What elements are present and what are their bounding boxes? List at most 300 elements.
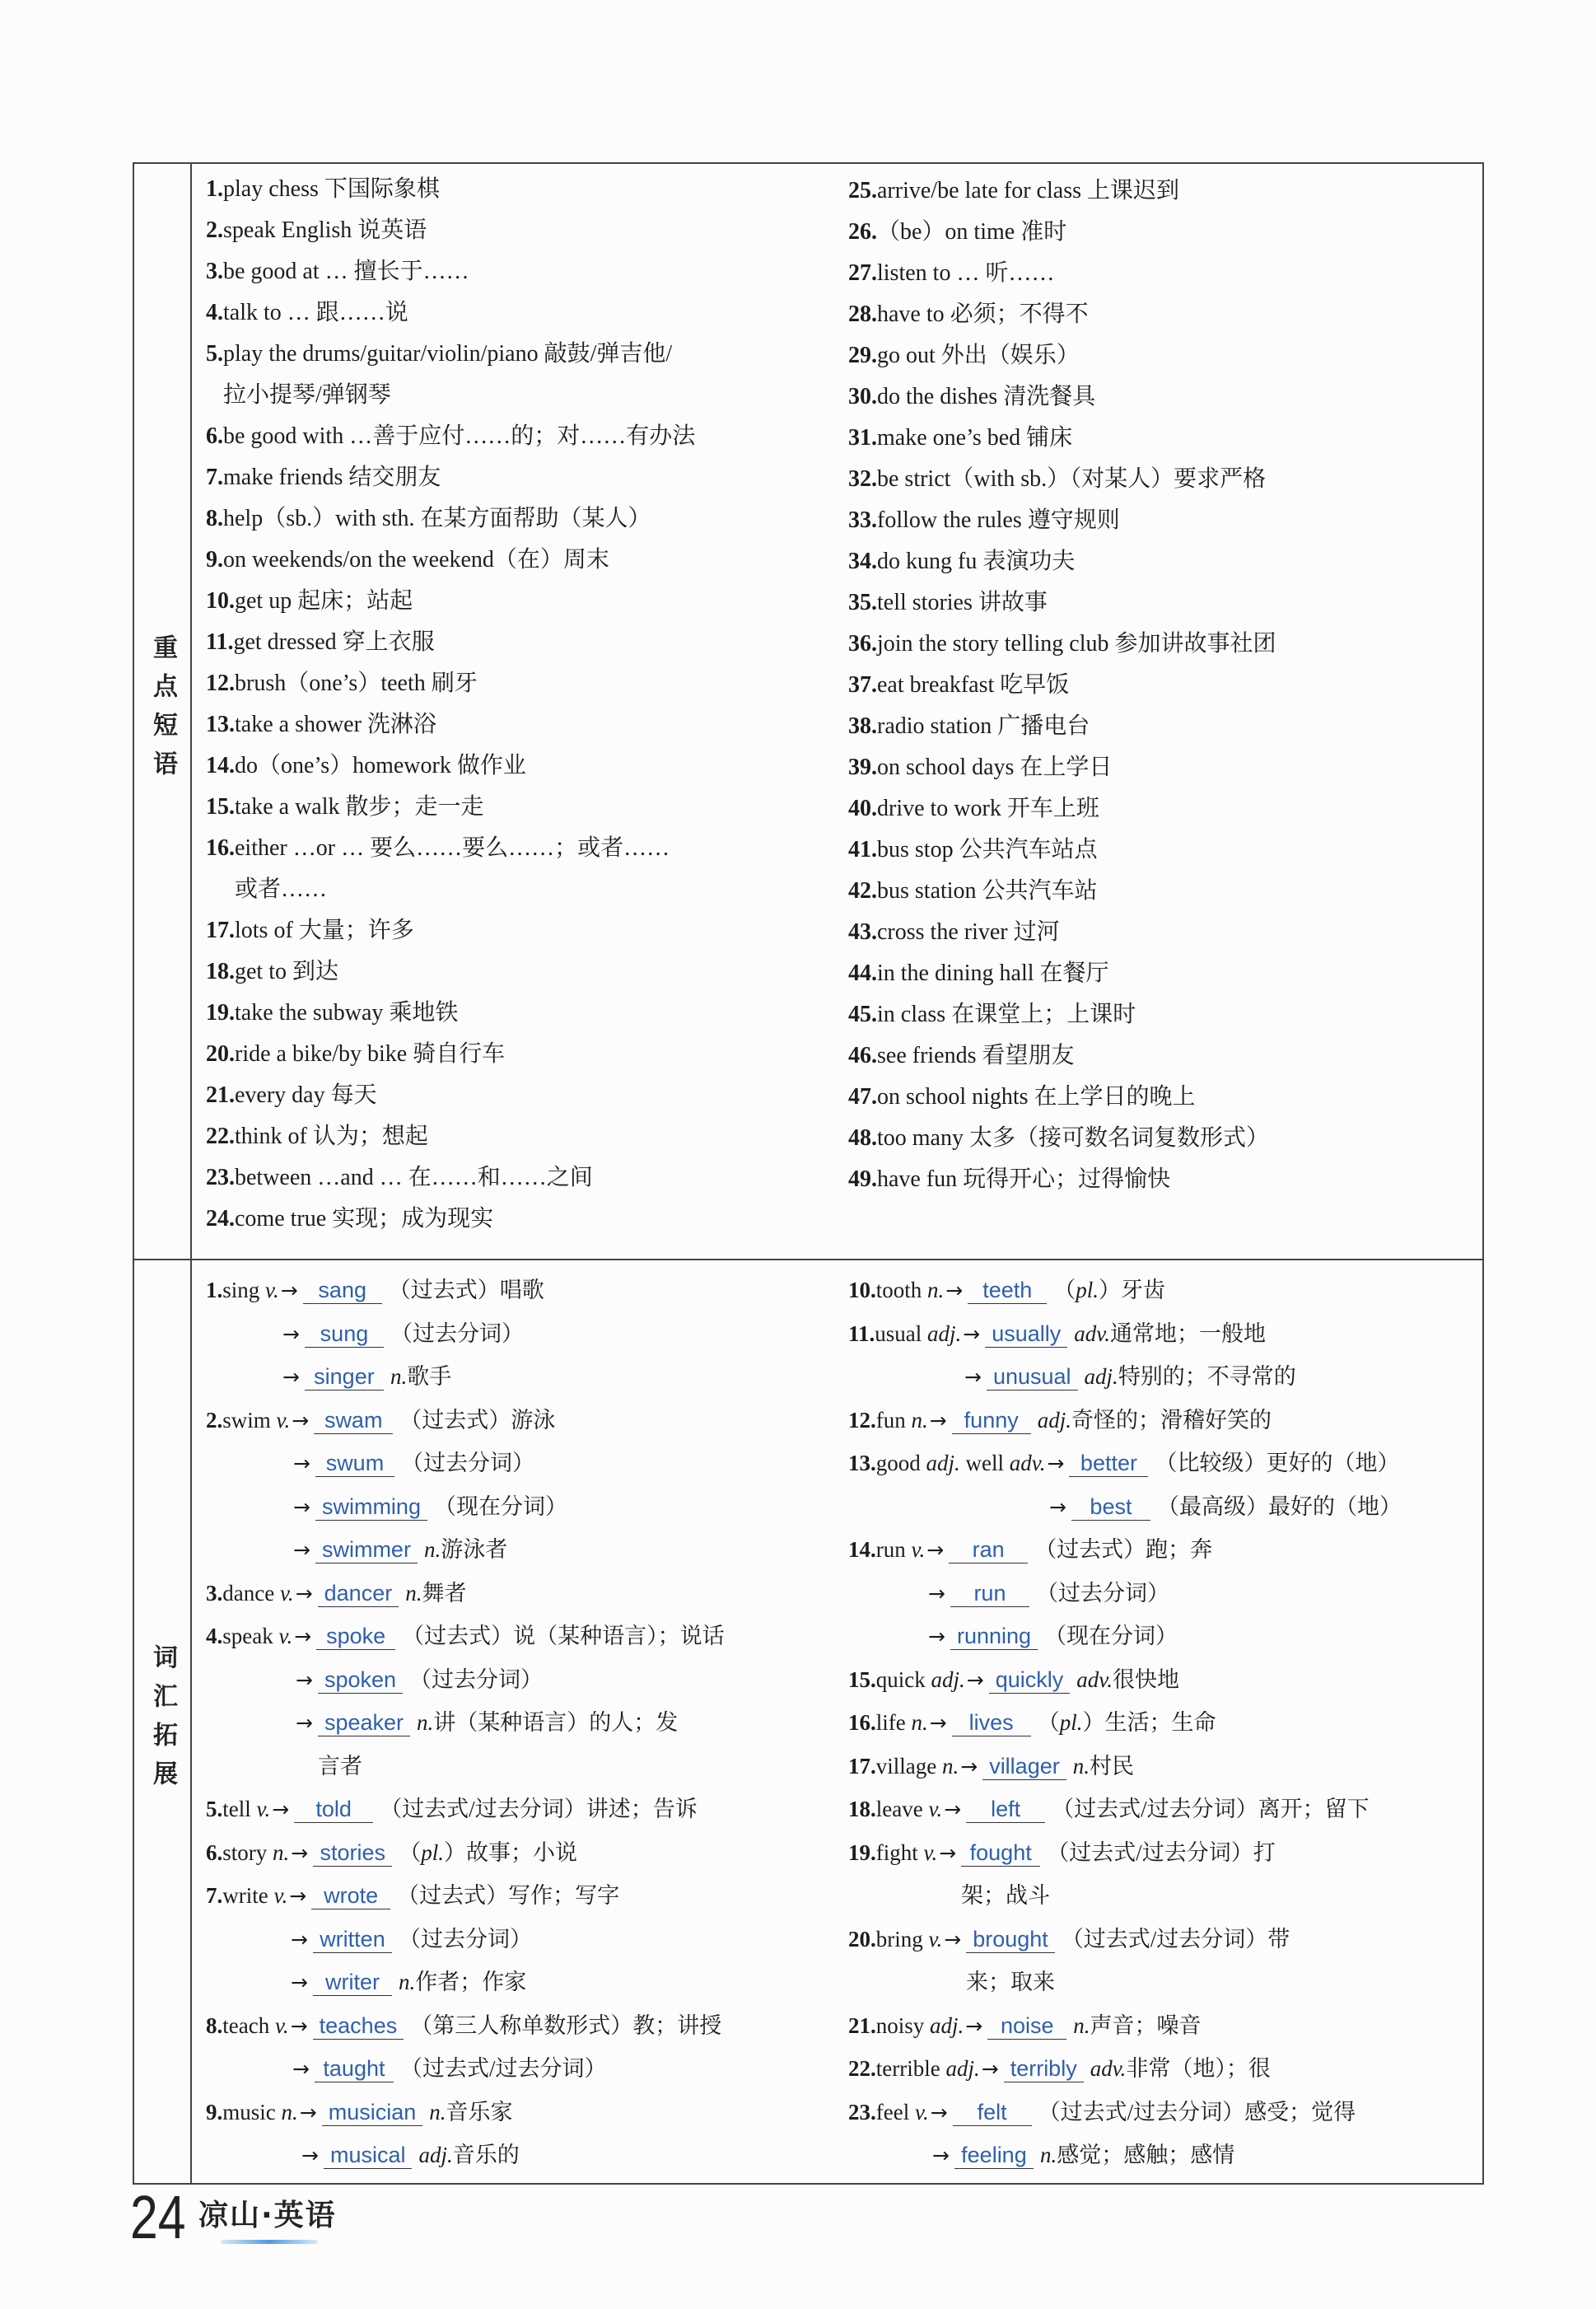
arrow-icon: →	[293, 1494, 310, 1519]
vocab-entry	[848, 1269, 1482, 1312]
entry-number: 19.	[848, 1839, 876, 1865]
answer-blank: taught	[315, 2055, 394, 2082]
phrase-text: too many 太多（接可数名词复数形式）	[877, 1125, 1269, 1151]
phrase-text: get dressed 穿上衣服	[233, 629, 435, 655]
title-underline-decoration	[221, 2240, 318, 2244]
vocab-text: （过去分词）	[409, 1666, 544, 1692]
part-of-speech: v.	[274, 2012, 289, 2038]
part-of-speech: adv.	[1076, 1666, 1113, 1692]
phrase-item	[206, 663, 840, 704]
phrase-item	[848, 788, 1482, 830]
phrase-text: ride a bike/by bike 骑自行车	[235, 1041, 506, 1067]
phrase-text-continued: 拉小提琴/弹钢琴	[223, 382, 391, 408]
item-number: 30.	[848, 384, 877, 409]
answer-blank: unusual	[987, 1363, 1078, 1391]
entry-number: 2.	[206, 1407, 223, 1433]
vocab-text: village	[875, 1753, 942, 1778]
vocab-entry	[206, 1788, 840, 1831]
arrow-icon: →	[289, 1884, 307, 1908]
phrase-text: take a walk 散步；走一走	[235, 794, 484, 820]
phrase-item	[848, 953, 1482, 994]
entry-number: 8.	[206, 2012, 223, 2038]
part-of-speech: pl.	[421, 1839, 444, 1865]
vocab-text: feel	[875, 2099, 915, 2124]
vocab-text: 游泳者	[441, 1537, 508, 1562]
phrase-text: tell stories 讲故事	[877, 590, 1048, 615]
arrow-icon: →	[272, 1797, 290, 1821]
item-number: 21.	[206, 1082, 235, 1108]
item-number: 13.	[206, 712, 235, 737]
answer-blank: funny	[952, 1407, 1031, 1434]
answer-blank: terribly	[1004, 2055, 1084, 2082]
part-of-speech: adv.	[1074, 1320, 1111, 1346]
vocab-text: （过去式/过去分词）打	[1047, 1839, 1276, 1865]
vocab-text: （最高级）最好的（地）	[1156, 1493, 1402, 1519]
phrase-item	[848, 212, 1482, 253]
answer-blank: swimming	[315, 1493, 427, 1521]
phrase-text: be good at … 擅长于……	[223, 259, 469, 284]
vocab-text: 架；战斗	[961, 1883, 1050, 1908]
phrase-item	[206, 210, 840, 251]
arrow-icon: →	[296, 1667, 313, 1692]
vocab-entry	[206, 1874, 840, 1918]
phrase-item	[848, 459, 1482, 500]
part-of-speech: n.	[1073, 2012, 1090, 2038]
answer-blank: teaches	[313, 2012, 404, 2040]
vocab-text: （过去分词）	[390, 1320, 524, 1346]
vocab-entry	[848, 2047, 1482, 2091]
vocab-text: run	[875, 1537, 912, 1562]
item-number: 15.	[206, 794, 235, 820]
vocabulary-right-column	[848, 1269, 1482, 2177]
arrow-icon: →	[292, 2057, 310, 2081]
vocab-text: 来；取来	[966, 1970, 1055, 1994]
entry-number: 22.	[848, 2056, 876, 2081]
vocab-entry	[848, 2091, 1482, 2134]
phrase-item	[206, 169, 840, 210]
item-number: 45.	[848, 1002, 877, 1027]
vocab-entry	[848, 2004, 1482, 2048]
phrase-text: have fun 玩得开心；过得愉快	[877, 1166, 1171, 1192]
arrow-icon: →	[932, 2143, 950, 2167]
phrase-item	[848, 1077, 1482, 1118]
answer-blank: better	[1069, 1450, 1148, 1477]
phrase-text: between …and … 在……和……之间	[235, 1165, 593, 1190]
item-number: 29.	[848, 343, 877, 368]
item-number: 24.	[206, 1206, 235, 1232]
arrow-icon: →	[928, 1581, 945, 1606]
vocab-text: 通常地；一般地	[1110, 1320, 1267, 1346]
part-of-speech: adj.	[945, 2056, 980, 2081]
vocab-text: fight	[875, 1839, 924, 1865]
part-of-speech: adv.	[1090, 2056, 1127, 2081]
vocab-text: dance	[222, 1580, 280, 1606]
arrow-icon: →	[930, 2100, 948, 2124]
phrase-text: play chess 下国际象棋	[223, 176, 440, 202]
arrow-icon: →	[960, 1754, 978, 1778]
vocab-text: terrible	[875, 2056, 946, 2081]
arrow-icon: →	[963, 1321, 981, 1346]
section-label-cell-vocabulary	[134, 1260, 190, 2183]
phrase-text: follow the rules 遵守规则	[877, 507, 1120, 533]
vocab-text: write	[222, 1883, 274, 1908]
arrow-icon: →	[944, 1927, 962, 1951]
phrases-left-column	[206, 169, 840, 1240]
item-number: 42.	[848, 878, 877, 904]
answer-blank: singer	[305, 1363, 384, 1391]
part-of-speech: adj.	[931, 1666, 965, 1692]
item-number: 4.	[206, 300, 223, 325]
answer-blank: villager	[982, 1753, 1066, 1780]
phrase-item	[848, 912, 1482, 953]
vocab-derived-form	[848, 1485, 1482, 1529]
item-number: 3.	[206, 259, 223, 284]
vocab-text: usual	[875, 1320, 928, 1346]
answer-blank: teeth	[968, 1277, 1047, 1304]
part-of-speech: n.	[911, 1407, 928, 1433]
vocab-text: 村民	[1089, 1753, 1134, 1778]
part-of-speech: v.	[276, 1407, 291, 1433]
arrow-icon: →	[301, 2143, 319, 2167]
entry-number: 5.	[206, 1797, 223, 1821]
phrase-text: on weekends/on the weekend（在）周末	[223, 547, 609, 573]
answer-blank: spoken	[318, 1666, 403, 1694]
item-number: 35.	[848, 590, 877, 615]
answer-blank: written	[313, 1926, 392, 1953]
answer-blank: swam	[314, 1407, 393, 1434]
answer-blank: dancer	[318, 1580, 399, 1607]
vocab-text: （过去分词）	[1035, 1580, 1169, 1606]
vocab-text: 感觉；感触；感情	[1057, 2143, 1235, 2167]
phrase-text: radio station 广播电台	[877, 713, 1090, 739]
phrase-text: lots of 大量；许多	[235, 918, 414, 943]
phrase-text: take the subway 乘地铁	[235, 1000, 459, 1026]
phrase-text: join the story telling club 参加讲故事社团	[877, 631, 1276, 657]
answer-blank: feeling	[954, 2142, 1034, 2169]
part-of-speech: v.	[914, 2099, 929, 2124]
entry-number: 18.	[848, 1797, 876, 1821]
vocab-entry	[848, 1399, 1482, 1442]
vocab-text: 奇怪的；滑稽好笑的	[1071, 1407, 1272, 1433]
vocab-text: quick	[875, 1666, 931, 1692]
vocab-text: 言者	[318, 1753, 362, 1778]
item-number: 44.	[848, 961, 877, 986]
vocabulary-expansion-label: 词汇拓展	[148, 1644, 177, 1799]
answer-blank: felt	[953, 2099, 1032, 2126]
vocab-text: fun	[875, 1407, 912, 1433]
phrase-text: have to 必须；不得不	[877, 301, 1089, 327]
answer-blank: best	[1071, 1493, 1150, 1521]
phrase-text: think of 认为；想起	[235, 1124, 428, 1149]
arrow-icon: →	[1047, 1451, 1065, 1475]
answer-blank: noise	[987, 2012, 1066, 2040]
item-number: 16.	[206, 835, 235, 861]
vocab-entry	[848, 1788, 1482, 1831]
entry-number: 17.	[848, 1753, 876, 1778]
phrase-item	[848, 1159, 1482, 1200]
arrow-icon: →	[929, 1711, 947, 1735]
item-number: 11.	[206, 629, 234, 655]
vocab-text: music	[222, 2099, 282, 2124]
phrase-item	[848, 294, 1482, 335]
vocab-text: noisy	[875, 2012, 931, 2038]
vocab-derived-form	[848, 1572, 1482, 1615]
part-of-speech: pl.	[1059, 1710, 1083, 1735]
arrow-icon: →	[282, 1321, 300, 1346]
phrase-item	[206, 540, 840, 581]
arrow-icon: →	[944, 1797, 962, 1821]
arrow-icon: →	[293, 1451, 310, 1475]
arrow-icon: →	[929, 1408, 947, 1433]
part-of-speech: n.	[273, 1839, 290, 1865]
vocab-text: ）牙齿	[1098, 1278, 1165, 1302]
phrase-text: in class 在课堂上；上课时	[877, 1002, 1136, 1027]
phrase-text: on school days 在上学日	[877, 755, 1113, 780]
phrase-text: do（one’s）homework 做作业	[235, 753, 526, 778]
part-of-speech: n.	[398, 1970, 416, 1994]
answer-blank: ran	[949, 1536, 1028, 1563]
item-number: 47.	[848, 1084, 877, 1110]
item-number: 32.	[848, 466, 877, 492]
phrase-item	[848, 500, 1482, 541]
vocab-derived-form	[206, 1485, 840, 1529]
vocab-text: good	[875, 1451, 926, 1475]
part-of-speech: n.	[417, 1710, 434, 1735]
vocab-entry	[848, 1442, 1482, 1485]
phrase-item	[206, 704, 840, 746]
answer-blank: speaker	[318, 1709, 410, 1736]
phrase-text: come true 实现；成为现实	[235, 1206, 494, 1232]
part-of-speech: v.	[265, 1278, 279, 1302]
item-number: 20.	[206, 1041, 235, 1067]
phrases-right-column	[848, 171, 1482, 1200]
phrase-item	[206, 292, 840, 334]
phrase-text: play the drums/guitar/violin/piano 敲鼓/弹吉他/	[223, 341, 673, 367]
phrase-item	[206, 787, 840, 828]
phrase-item	[848, 871, 1482, 912]
phrase-item	[848, 1118, 1482, 1159]
vocab-text: 音乐家	[446, 2099, 513, 2124]
part-of-speech: n.	[941, 1753, 959, 1778]
phrase-item	[848, 624, 1482, 665]
item-number: 43.	[848, 919, 877, 945]
phrase-item	[206, 1157, 840, 1199]
part-of-speech: adj.	[930, 2012, 964, 2038]
item-number: 41.	[848, 837, 877, 862]
vocab-text: 讲（某种语言）的人；发	[433, 1710, 679, 1735]
vocab-derived-form	[206, 1442, 840, 1485]
vocab-text: （过去分词）	[400, 1451, 534, 1475]
phrase-item	[206, 622, 840, 663]
answer-blank: swum	[315, 1450, 394, 1477]
vocab-text: （过去式/过去分词）感受；觉得	[1038, 2099, 1356, 2124]
section-label-cell-key-phrases	[134, 164, 190, 1259]
vocab-derived-form	[206, 2047, 840, 2091]
vocab-text: （	[399, 1839, 422, 1865]
item-number: 17.	[206, 918, 235, 943]
phrase-text: in the dining hall 在餐厅	[877, 961, 1109, 986]
phrase-text: take a shower 洗淋浴	[235, 712, 436, 737]
part-of-speech: n.	[429, 2099, 446, 2124]
arrow-icon: →	[292, 1408, 310, 1433]
arrow-icon: →	[280, 1278, 298, 1302]
vocab-text: well	[959, 1451, 1010, 1475]
vocab-text: 非常（地）；很	[1126, 2056, 1271, 2081]
item-number: 37.	[848, 672, 877, 698]
phrase-item	[206, 1034, 840, 1075]
answer-blank: told	[294, 1796, 373, 1823]
phrase-item	[206, 1075, 840, 1116]
arrow-icon: →	[282, 1365, 300, 1389]
arrow-icon: →	[291, 1840, 309, 1865]
phrase-text: eat breakfast 吃早饭	[877, 672, 1070, 698]
phrase-item	[206, 951, 840, 993]
vocab-text: 作者；作家	[415, 1970, 527, 1994]
vocab-entry	[206, 1615, 840, 1658]
answer-blank: sang	[303, 1277, 382, 1304]
part-of-speech: adv.	[1009, 1451, 1046, 1475]
arrow-icon: →	[965, 2013, 983, 2038]
entry-number: 9.	[206, 2099, 223, 2124]
item-number: 1.	[206, 176, 223, 202]
item-number: 46.	[848, 1043, 877, 1068]
item-number: 39.	[848, 755, 877, 780]
vocab-text: （现在分词）	[1044, 1624, 1178, 1648]
book-title: 凉山·英语	[198, 2199, 337, 2232]
vocab-text: （第三人称单数形式）教；讲授	[410, 2012, 722, 2038]
answer-blank: musical	[324, 2142, 413, 2169]
vocab-text: （过去式/过去分词）带	[1061, 1926, 1290, 1951]
phrase-item	[848, 994, 1482, 1035]
item-number: 9.	[206, 547, 223, 573]
phrase-item	[848, 747, 1482, 788]
answer-blank: lives	[952, 1709, 1031, 1736]
phrase-item	[206, 251, 840, 292]
entry-number: 13.	[848, 1451, 876, 1475]
phrase-text: listen to … 听……	[877, 260, 1055, 286]
part-of-speech: adj.	[927, 1320, 962, 1346]
phrase-text: talk to … 跟……说	[223, 300, 408, 325]
entry-number: 12.	[848, 1407, 876, 1433]
entry-number: 4.	[206, 1624, 223, 1648]
vocab-text: （过去分词）	[398, 1926, 532, 1951]
part-of-speech: adj.	[926, 1451, 960, 1475]
part-of-speech: v.	[911, 1537, 926, 1562]
phrase-item	[848, 665, 1482, 706]
vocab-text: 特别的；不寻常的	[1118, 1364, 1296, 1389]
vocab-entry	[848, 1918, 1482, 1961]
answer-blank: run	[950, 1580, 1029, 1607]
vocab-derived-form	[206, 1961, 840, 2004]
vocab-text: （过去式/过去分词）	[399, 2056, 607, 2081]
vocab-text: （过去式）唱歌	[388, 1278, 544, 1302]
phrase-item	[848, 253, 1482, 294]
part-of-speech: v.	[928, 1797, 943, 1821]
item-number: 33.	[848, 507, 877, 533]
vocab-text: 音乐的	[452, 2143, 520, 2167]
arrow-icon: →	[299, 2100, 317, 2124]
phrase-item	[848, 376, 1482, 418]
vocab-derived-form	[206, 1312, 840, 1356]
item-number: 25.	[848, 178, 877, 203]
arrow-icon: →	[928, 1624, 945, 1648]
vocab-derived-form	[206, 2134, 840, 2177]
vocab-text: （	[1037, 1710, 1060, 1735]
entry-number: 23.	[848, 2099, 876, 2124]
item-number: 18.	[206, 959, 235, 984]
part-of-speech: adj.	[418, 2143, 453, 2167]
answer-blank: brought	[966, 1926, 1055, 1953]
phrase-item	[206, 416, 840, 457]
vocab-text: （	[1053, 1278, 1076, 1302]
answer-blank: stories	[313, 1839, 392, 1867]
vocab-derived-form	[206, 1701, 840, 1745]
arrow-icon: →	[291, 1927, 308, 1951]
part-of-speech: n.	[405, 1580, 422, 1606]
vocab-entry	[848, 1312, 1482, 1356]
vocab-text: 声音；噪音	[1090, 2012, 1202, 2038]
phrase-text: bus station 公共汽车站	[877, 878, 1098, 904]
entry-number: 20.	[848, 1926, 876, 1951]
entry-number: 16.	[848, 1710, 876, 1735]
arrow-icon: →	[926, 1538, 945, 1562]
arrow-icon: →	[293, 1538, 310, 1562]
phrase-text: brush（one’s）teeth 刷牙	[235, 671, 478, 696]
phrase-text: cross the river 过河	[877, 919, 1060, 945]
answer-blank: spoke	[316, 1623, 395, 1650]
phrase-text: bus stop 公共汽车站点	[877, 837, 1098, 862]
item-number: 23.	[206, 1165, 235, 1190]
vocab-text: tooth	[875, 1278, 928, 1302]
answer-blank: fought	[961, 1839, 1040, 1867]
vocab-entry	[848, 1528, 1482, 1572]
answer-blank: swimmer	[315, 1536, 418, 1563]
vocab-entry	[206, 1831, 840, 1875]
phrase-item	[206, 334, 840, 375]
part-of-speech: n.	[281, 2099, 298, 2124]
vocab-text: swim	[222, 1407, 277, 1433]
vocab-text: ）生活；生命	[1082, 1710, 1216, 1735]
vocab-text: 歌手	[407, 1364, 452, 1389]
part-of-speech: n.	[911, 1710, 928, 1735]
arrow-icon: →	[966, 1667, 984, 1692]
entry-number: 7.	[206, 1883, 223, 1908]
vocab-text: tell	[222, 1797, 257, 1821]
vocab-text: teach	[222, 2012, 275, 2038]
answer-blank: sung	[305, 1320, 384, 1348]
vocab-text-continued	[848, 1961, 1482, 2004]
vocab-text: （比较级）更好的（地）	[1155, 1451, 1400, 1475]
vocab-derived-form	[206, 1528, 840, 1572]
vocab-text: （过去式）游泳	[399, 1407, 556, 1433]
answer-blank: wrote	[311, 1882, 390, 1909]
phrase-item	[848, 171, 1482, 212]
vocab-text: sing	[222, 1278, 266, 1302]
answer-blank: quickly	[989, 1666, 1071, 1694]
phrase-text: get up 起床；站起	[235, 588, 413, 614]
answer-blank: writer	[313, 1969, 392, 1996]
item-number: 5.	[206, 341, 223, 367]
part-of-speech: n.	[423, 1537, 441, 1562]
vocab-derived-form	[848, 1355, 1482, 1399]
phrase-text: do kung fu 表演功夫	[877, 549, 1076, 574]
phrase-item	[848, 582, 1482, 624]
answer-blank: running	[950, 1623, 1038, 1650]
phrase-text: see friends 看望朋友	[877, 1043, 1075, 1068]
vocab-text: leave	[875, 1797, 929, 1821]
phrase-item	[206, 1116, 840, 1157]
vocab-text: （过去式）写作；写字	[397, 1883, 620, 1908]
